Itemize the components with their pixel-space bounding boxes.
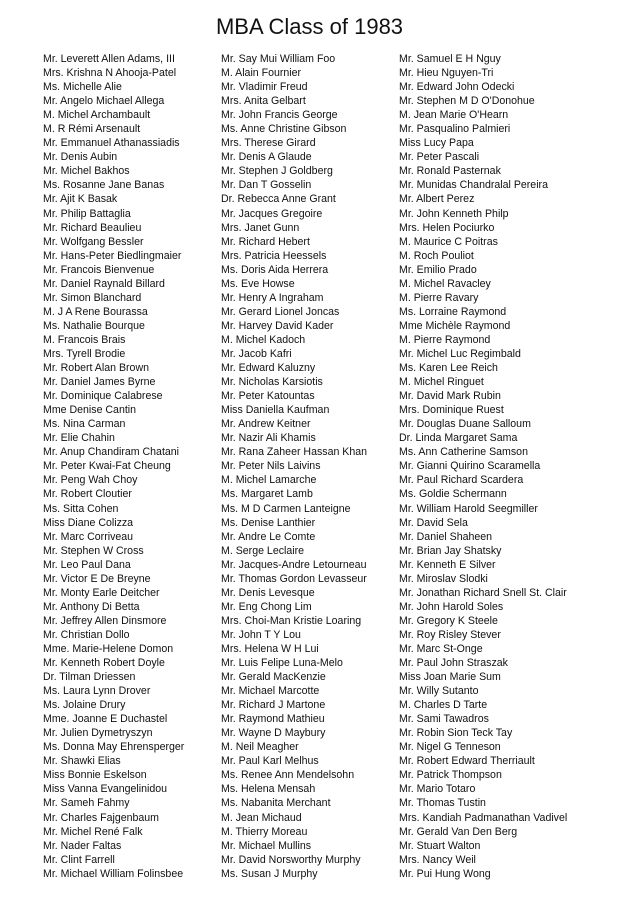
graduate-name: Mr. Pasqualino Palmieri: [399, 123, 511, 136]
graduate-name: Mr. Nicholas Karsiotis: [221, 376, 323, 389]
graduate-name: Mrs. Therese Girard: [221, 137, 316, 150]
graduate-name: Mr. Sami Tawadros: [399, 713, 489, 726]
graduate-name: Mr. Dan T Gosselin: [221, 179, 312, 192]
graduate-name: Mr. Robert Alan Brown: [43, 362, 149, 375]
graduate-name: Mr. John Harold Soles: [399, 600, 504, 613]
graduate-name: M. Roch Pouliot: [399, 249, 474, 262]
name-column-1: [43, 52, 184, 881]
graduate-name: Mr. Michael Mullins: [221, 839, 312, 852]
graduate-name: Mr. Robin Sion Teck Tay: [399, 727, 513, 740]
graduate-name: Mr. Stephen J Goldberg: [221, 165, 333, 178]
graduate-name: Mr. Paul John Straszak: [399, 657, 508, 670]
graduate-name: Ms. Susan J Murphy: [221, 867, 318, 880]
graduate-name: Mr. Francois Bienvenue: [43, 263, 155, 276]
graduate-name: Mr. Paul Richard Scardera: [399, 474, 524, 487]
graduate-name: Dr. Tilman Driessen: [43, 671, 136, 684]
graduate-name: Miss Diane Colizza: [43, 516, 134, 529]
graduate-name: Mr. Michael Marcotte: [221, 685, 320, 698]
graduate-name: Mr. Philip Battaglia: [43, 207, 131, 220]
graduate-name: Mr. Emilio Prado: [399, 263, 477, 276]
graduate-name: Mr. Michael William Folinsbee: [43, 867, 184, 880]
graduate-name: Mr. Angelo Michael Allega: [43, 95, 165, 108]
graduate-name: Mr. Michel Bakhos: [43, 165, 130, 178]
graduate-name: Mr. Thomas Gordon Levasseur: [221, 572, 367, 585]
graduate-name: Mr. Daniel Raynald Billard: [43, 277, 165, 290]
graduate-name: Mr. Edward Kaluzny: [221, 362, 316, 375]
graduate-name: Ms. Nina Carman: [43, 418, 126, 431]
graduate-name: Mr. Kenneth Robert Doyle: [43, 657, 165, 670]
graduate-name: Mr. Stuart Walton: [399, 839, 481, 852]
graduate-name: Mr. Raymond Mathieu: [221, 713, 325, 726]
graduate-name: M. Thierry Moreau: [221, 825, 308, 838]
graduate-name: Mr. Pui Hung Wong: [399, 867, 491, 880]
graduate-name: M. Michel Ravacley: [399, 277, 491, 290]
graduate-name: Mr. Simon Blanchard: [43, 291, 142, 304]
graduate-name: Mr. Ronald Pasternak: [399, 165, 501, 178]
graduate-name: Mr. John Francis George: [221, 109, 338, 122]
graduate-name: Mr. Anthony Di Betta: [43, 600, 140, 613]
graduate-name: Mrs. Anita Gelbart: [221, 95, 306, 108]
graduate-name: Mr. Denis A Glaude: [221, 151, 312, 164]
graduate-name: Mr. Denis Levesque: [221, 586, 315, 599]
graduate-name: M. Michel Archambault: [43, 109, 151, 122]
graduate-name: Mr. Anup Chandiram Chatani: [43, 446, 180, 459]
graduate-name: Mr. Michel Luc Regimbald: [399, 347, 521, 360]
graduate-name: Ms. Denise Lanthier: [221, 516, 316, 529]
graduate-name: Mr. Shawki Elias: [43, 755, 121, 768]
graduate-name: Mr. Stephen W Cross: [43, 544, 144, 557]
graduate-name: Mr. Roy Risley Stever: [399, 628, 501, 641]
graduate-name: Dr. Linda Margaret Sama: [399, 432, 518, 445]
graduate-name: M. Charles D Tarte: [399, 699, 488, 712]
graduate-name: Ms. Jolaine Drury: [43, 699, 126, 712]
graduate-name: Mr. Julien Dymetryszyn: [43, 727, 153, 740]
graduate-name: Ms. Donna May Ehrensperger: [43, 741, 185, 754]
graduate-name: Mrs. Dominique Ruest: [399, 404, 504, 417]
graduate-name: Miss Joan Marie Sum: [399, 671, 501, 684]
graduate-name: Mrs. Helen Pociurko: [399, 221, 495, 234]
graduate-name: Mr. Gianni Quirino Scaramella: [399, 460, 541, 473]
name-column-3: [399, 52, 567, 881]
graduate-name: Ms. Goldie Schermann: [399, 488, 507, 501]
graduate-name: Mr. Emmanuel Athanassiadis: [43, 137, 180, 150]
graduate-name: Miss Daniella Kaufman: [221, 404, 330, 417]
graduate-name: Mr. Richard Hebert: [221, 235, 310, 248]
graduate-name: Mrs. Krishna N Ahooja-Patel: [43, 67, 177, 80]
graduate-name: Mr. Richard Beaulieu: [43, 221, 142, 234]
graduate-name: Ms. Rosanne Jane Banas: [43, 179, 165, 192]
graduate-name: Mr. Peng Wah Choy: [43, 474, 138, 487]
graduate-name: Ms. Nathalie Bourque: [43, 319, 145, 332]
graduate-name: Mr. Peter Kwai-Fat Cheung: [43, 460, 171, 473]
graduate-name: Mr. Jacques Gregoire: [221, 207, 323, 220]
graduate-name: Mr. Wolfgang Bessler: [43, 235, 144, 248]
graduate-name: Mr. Daniel Shaheen: [399, 530, 493, 543]
graduate-name: Mr. Edward John Odecki: [399, 81, 515, 94]
graduate-name: Mr. Peter Katountas: [221, 390, 315, 403]
graduate-name: Mr. Jonathan Richard Snell St. Clair: [399, 586, 567, 599]
graduate-name: Mr. Samuel E H Nguy: [399, 53, 501, 65]
graduate-name: Mr. Brian Jay Shatsky: [399, 544, 502, 557]
graduate-name: Mrs. Choi-Man Kristie Loaring: [221, 614, 362, 627]
graduate-name: Ms. Doris Aida Herrera: [221, 263, 329, 276]
graduate-name: Mr. Gregory K Steele: [399, 614, 498, 627]
graduate-name: Mme. Joanne E Duchastel: [43, 713, 168, 726]
graduate-name: Mr. Andre Le Comte: [221, 530, 316, 543]
graduate-name: Ms. Nabanita Merchant: [221, 797, 331, 810]
graduate-name: Mr. Robert Cloutier: [43, 488, 132, 501]
graduate-name: Miss Lucy Papa: [399, 137, 474, 150]
graduate-name: M. Pierre Ravary: [399, 291, 479, 304]
graduate-name: Mr. Gerald MacKenzie: [221, 671, 326, 684]
graduate-name: Mr. Leo Paul Dana: [43, 558, 131, 571]
graduate-name: Mr. Christian Dollo: [43, 628, 130, 641]
name-column-2: [221, 52, 367, 881]
graduate-name: Mr. Jacques-Andre Letourneau: [221, 558, 367, 571]
graduate-name: Mr. Douglas Duane Salloum: [399, 418, 531, 431]
graduate-name: Mr. Gerard Lionel Joncas: [221, 305, 340, 318]
graduate-name: M. Jean Michaud: [221, 811, 302, 824]
graduate-name: Mr. Stephen M D O'Donohue: [399, 95, 535, 108]
graduate-name: Mr. John T Y Lou: [221, 628, 301, 641]
graduate-name: Ms. Sitta Cohen: [43, 502, 119, 515]
graduate-name: Mr. Richard J Martone: [221, 699, 326, 712]
graduate-name: Dr. Rebecca Anne Grant: [221, 193, 336, 206]
graduate-name: Mrs. Patricia Heessels: [221, 249, 327, 262]
graduate-name: Miss Vanna Evangelinidou: [43, 783, 168, 796]
graduate-name: Ms. Renee Ann Mendelsohn: [221, 769, 355, 782]
graduate-name: Mr. Charles Fajgenbaum: [43, 811, 159, 824]
graduate-name: M. Alain Fournier: [221, 67, 302, 80]
graduate-name: Mr. Sameh Fahmy: [43, 797, 130, 810]
graduate-name: Mrs. Tyrell Brodie: [43, 347, 126, 360]
graduate-name: M. Maurice C Poitras: [399, 235, 498, 248]
graduate-name: Mr. David Sela: [399, 516, 468, 529]
graduate-name: Mr. Eng Chong Lim: [221, 600, 312, 613]
graduate-name: M. Pierre Raymond: [399, 333, 491, 346]
graduate-name: Mrs. Janet Gunn: [221, 221, 300, 234]
graduate-name: Mr. Robert Edward Therriault: [399, 755, 535, 768]
graduate-name: Mr. William Harold Seegmiller: [399, 502, 538, 515]
graduate-name: Mr. Peter Nils Laivins: [221, 460, 321, 473]
graduate-name: Mr. Luis Felipe Luna-Melo: [221, 657, 343, 670]
graduate-name: Mr. Mario Totaro: [399, 783, 476, 796]
graduate-name: Mr. Willy Sutanto: [399, 685, 479, 698]
graduate-name: Mr. Hans-Peter Biedlingmaier: [43, 249, 182, 262]
graduate-name: Mr. Nazir Ali Khamis: [221, 432, 316, 445]
graduate-name: Mr. Denis Aubin: [43, 151, 118, 164]
graduate-name: M. J A Rene Bourassa: [43, 305, 148, 318]
graduate-name: Ms. M D Carmen Lanteigne: [221, 502, 351, 515]
graduate-name: M. Michel Lamarche: [221, 474, 317, 487]
graduate-name: M. R Rémi Arsenault: [43, 123, 141, 136]
graduate-name: Mr. Gerald Van Den Berg: [399, 825, 518, 838]
graduate-name: Mrs. Helena W H Lui: [221, 642, 319, 655]
graduate-name: Mr. Monty Earle Deitcher: [43, 586, 160, 599]
graduate-name: Ms. Eve Howse: [221, 277, 295, 290]
graduate-name: Mr. David Mark Rubin: [399, 390, 501, 403]
graduate-name: Mr. Michel René Falk: [43, 825, 143, 838]
graduate-name: M. Michel Ringuet: [399, 376, 484, 389]
graduate-name: Mr. Miroslav Slodki: [399, 572, 488, 585]
graduate-name: Mr. John Kenneth Philp: [399, 207, 509, 220]
graduate-name: Ms. Helena Mensah: [221, 783, 316, 796]
graduate-name: Ms. Anne Christine Gibson: [221, 123, 347, 136]
graduate-name: Mr. Daniel James Byrne: [43, 376, 156, 389]
graduate-name: Mr. Jacob Kafri: [221, 347, 292, 360]
graduate-name: Mr. Elie Chahin: [43, 432, 115, 445]
graduate-name: Mme Michèle Raymond: [399, 319, 511, 332]
graduate-name: Mme. Marie-Helene Domon: [43, 642, 174, 655]
graduate-name: M. Jean Marie O'Hearn: [399, 109, 509, 122]
graduate-name: M. Serge Leclaire: [221, 544, 305, 557]
graduate-name: Mr. Clint Farrell: [43, 853, 115, 866]
graduate-name: Mr. Marc Corriveau: [43, 530, 134, 543]
graduate-name: Mr. Jeffrey Allen Dinsmore: [43, 614, 167, 627]
graduate-name: Mr. Victor E De Breyne: [43, 572, 151, 585]
graduate-name: Mr. Kenneth E Silver: [399, 558, 496, 571]
graduate-name: Mr. Andrew Keitner: [221, 418, 311, 431]
graduate-name: Mrs. Kandiah Padmanathan Vadivel: [399, 811, 568, 824]
graduate-name: Mr. Munidas Chandralal Pereira: [399, 179, 548, 192]
graduate-name: Mr. Say Mui William Foo: [221, 53, 336, 65]
graduate-name: Mr. Harvey David Kader: [221, 319, 334, 332]
graduate-name: M. Francois Brais: [43, 333, 126, 346]
graduate-name: Mr. Marc St-Onge: [399, 642, 483, 655]
graduate-name: Mr. Rana Zaheer Hassan Khan: [221, 446, 368, 459]
graduate-name: Mr. Hieu Nguyen-Tri: [399, 67, 494, 80]
graduate-name: Ms. Margaret Lamb: [221, 488, 313, 501]
graduate-name: Mr. Ajit K Basak: [43, 193, 118, 206]
graduate-name: Mr. Dominique Calabrese: [43, 390, 163, 403]
graduate-name: Mr. Henry A Ingraham: [221, 291, 324, 304]
graduate-name: Mme Denise Cantin: [43, 404, 137, 417]
page-title: MBA Class of 1983: [215, 14, 404, 39]
graduate-name: M. Michel Kadoch: [221, 333, 306, 346]
graduate-name: Ms. Ann Catherine Samson: [399, 446, 528, 459]
graduate-name: Ms. Lorraine Raymond: [399, 305, 507, 318]
graduate-name: Mr. David Norsworthy Murphy: [221, 853, 361, 866]
graduate-name: Ms. Karen Lee Reich: [399, 362, 498, 375]
graduate-name: Ms. Laura Lynn Drover: [43, 685, 151, 698]
graduate-name: Mr. Wayne D Maybury: [221, 727, 326, 740]
graduate-name: Mr. Vladimir Freud: [221, 81, 308, 94]
graduate-name: Ms. Michelle Alie: [43, 81, 122, 94]
graduate-name: Mrs. Nancy Weil: [399, 853, 476, 866]
graduate-name: Miss Bonnie Eskelson: [43, 769, 147, 782]
graduate-name: Mr. Albert Perez: [399, 193, 475, 206]
graduate-name: Mr. Patrick Thompson: [399, 769, 502, 782]
graduate-name: Mr. Nader Faltas: [43, 839, 122, 852]
graduate-name: Mr. Peter Pascali: [399, 151, 480, 164]
graduate-name: Mr. Thomas Tustin: [399, 797, 486, 810]
graduate-name: Mr. Nigel G Tenneson: [399, 741, 501, 754]
graduate-name: M. Neil Meagher: [221, 741, 299, 754]
graduate-name: Mr. Paul Karl Melhus: [221, 755, 319, 768]
graduate-name: Mr. Leverett Allen Adams, III: [43, 53, 175, 65]
